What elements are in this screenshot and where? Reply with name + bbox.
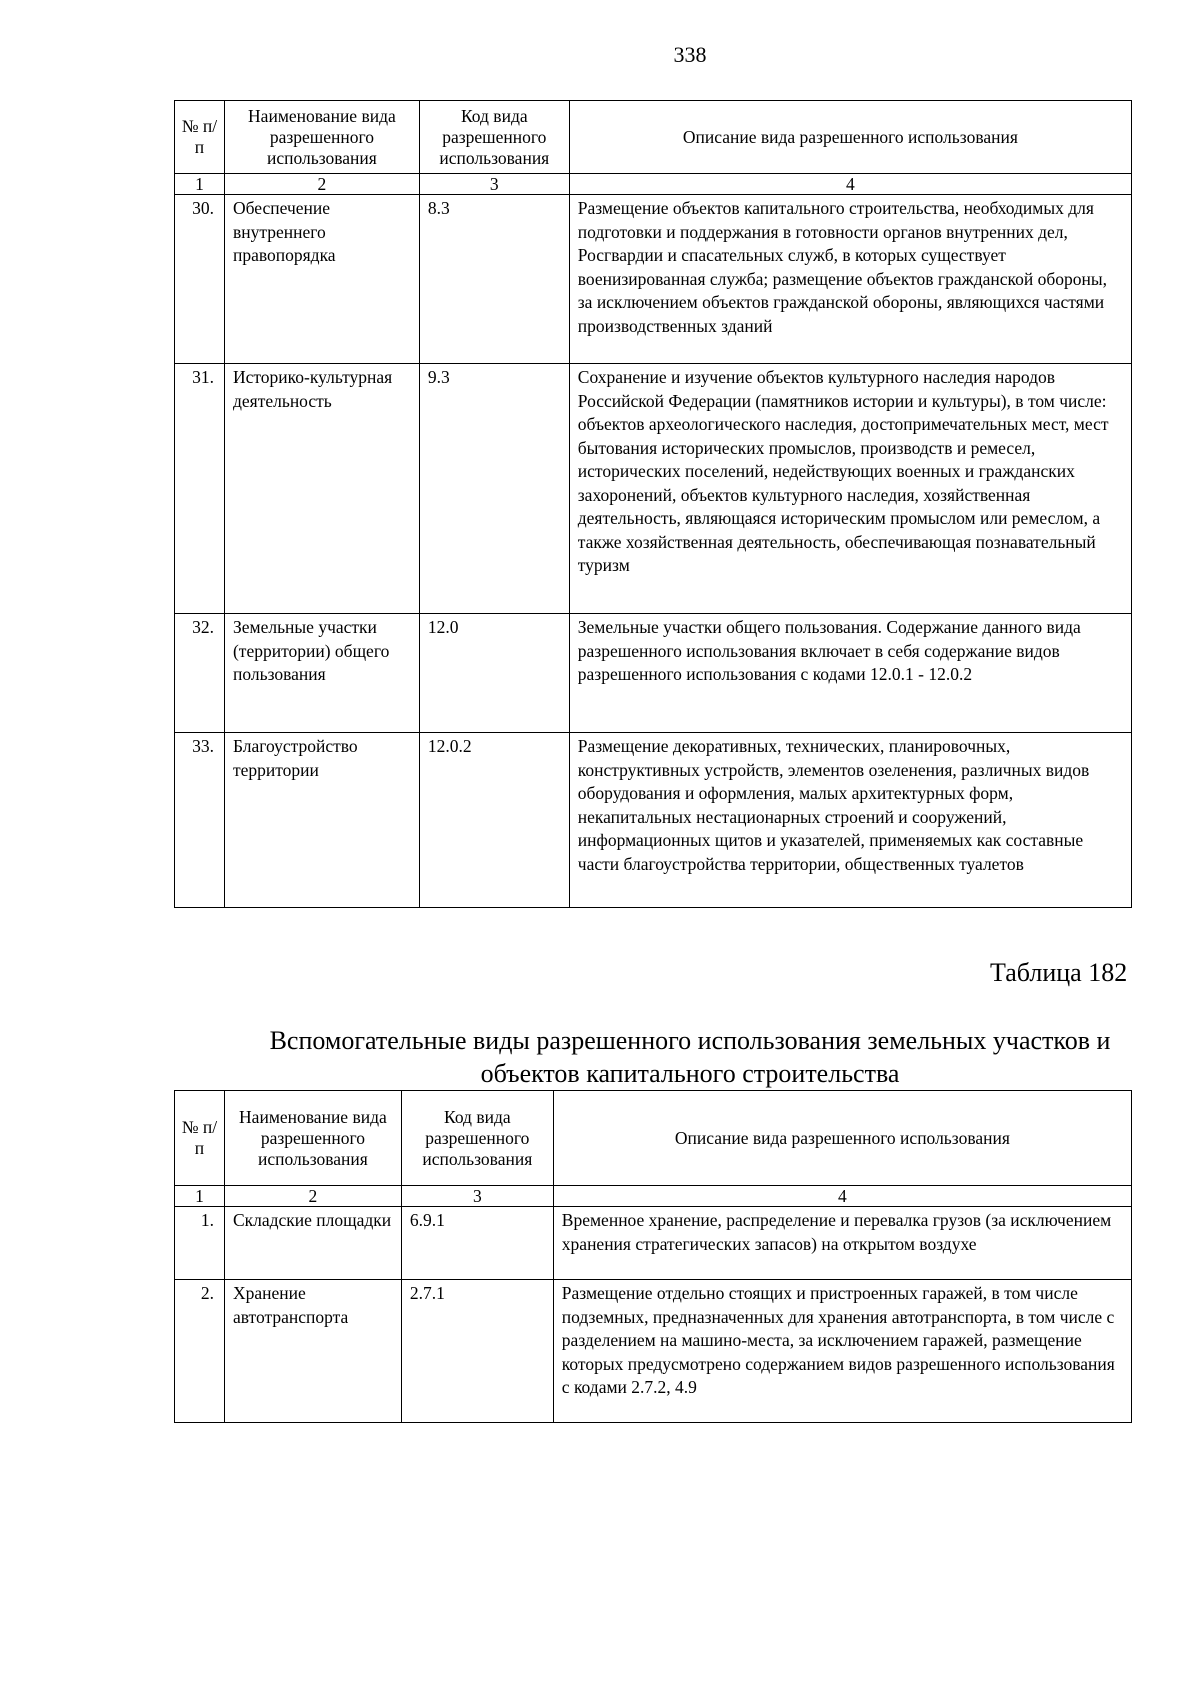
permitted-use-table xyxy=(174,100,1132,908)
column-number: 1 xyxy=(175,1186,225,1207)
table-row xyxy=(175,195,1132,364)
column-number: 4 xyxy=(569,174,1131,195)
row-name: Земельные участки (территории) общего пользования xyxy=(224,614,419,733)
row-number: 33. xyxy=(175,733,225,908)
row-name: Обеспечение внутреннего правопорядка xyxy=(224,195,419,364)
table-row xyxy=(175,364,1132,614)
column-number-row xyxy=(175,1186,1132,1207)
header-number: № п/п xyxy=(175,1091,225,1186)
header-code: Код вида разрешенного использования xyxy=(401,1091,553,1186)
row-description: Размещение декоративных, технических, планировочных, конструктивных устройств, элементов озеленения, различных видов оборудования и оформления, малых архитектурных форм, некапитальных нестационарных строений и сооружений, информационных щитов и указателей, применяемых как составные части благоустройства территории, общественных туалетов xyxy=(569,733,1131,908)
row-code: 12.0 xyxy=(419,614,569,733)
row-code: 2.7.1 xyxy=(401,1280,553,1423)
header-name: Наименование вида разрешенного использования xyxy=(224,101,419,174)
row-description: Сохранение и изучение объектов культурного наследия народов Российской Федерации (памятников истории и культуры), в том числе: объектов археологического наследия, достопримечательных мест, мест бытования исторических промыслов, производств и ремесел, исторических поселений, недействующих военных и гражданских захоронений, объектов культурного наследия, хозяйственная деятельность, являющаяся историческим промыслом или ремеслом, а также хозяйственная деятельность, обеспечивающая познавательный туризм xyxy=(569,364,1131,614)
header-name: Наименование вида разрешенного использования xyxy=(224,1091,401,1186)
column-number: 3 xyxy=(419,174,569,195)
row-number: 1. xyxy=(175,1207,225,1280)
page-number: 338 xyxy=(673,42,707,67)
column-number: 1 xyxy=(175,174,225,195)
table-row xyxy=(175,1280,1132,1423)
table-caption: Таблица 182 xyxy=(990,958,1128,987)
auxiliary-use-table xyxy=(174,1090,1132,1423)
column-number-row xyxy=(175,174,1132,195)
column-number: 4 xyxy=(553,1186,1131,1207)
table-title: Вспомогательные виды разрешенного использования земельных участков и объектов капитального строительства xyxy=(269,1026,1111,1088)
row-name: Хранение автотранспорта xyxy=(224,1280,401,1423)
row-number: 32. xyxy=(175,614,225,733)
header-description: Описание вида разрешенного использования xyxy=(553,1091,1131,1186)
row-description: Временное хранение, распределение и перевалка грузов (за исключением хранения стратегических запасов) на открытом воздухе xyxy=(553,1207,1131,1280)
row-description: Размещение отдельно стоящих и пристроенных гаражей, в том числе подземных, предназначенных для хранения автотранспорта, в том числе с разделением на машино-места, за исключением гаражей, размещение которых предусмотрено содержанием видов разрешенного использования с кодами 2.7.2, 4.9 xyxy=(553,1280,1131,1423)
header-code: Код вида разрешенного использования xyxy=(419,101,569,174)
row-code: 8.3 xyxy=(419,195,569,364)
row-name: Благоустройство территории xyxy=(224,733,419,908)
row-name: Историко-культурная деятельность xyxy=(224,364,419,614)
row-code: 9.3 xyxy=(419,364,569,614)
row-code: 6.9.1 xyxy=(401,1207,553,1280)
column-number: 3 xyxy=(401,1186,553,1207)
row-description: Размещение объектов капитального строительства, необходимых для подготовки и поддержания в готовности органов внутренних дел, Росгвардии и спасательных служб, в которых существует военизированная служба; размещение объектов гражданской обороны, за исключением объектов гражданской обороны, являющихся частями производственных зданий xyxy=(569,195,1131,364)
table-header-row xyxy=(175,101,1132,174)
row-number: 30. xyxy=(175,195,225,364)
header-description: Описание вида разрешенного использования xyxy=(569,101,1131,174)
table-row xyxy=(175,614,1132,733)
column-number: 2 xyxy=(224,1186,401,1207)
row-code: 12.0.2 xyxy=(419,733,569,908)
table-row xyxy=(175,733,1132,908)
row-description: Земельные участки общего пользования. Содержание данного вида разрешенного использования включает в себя содержание видов разрешенного использования с кодами 12.0.1 - 12.0.2 xyxy=(569,614,1131,733)
row-number: 2. xyxy=(175,1280,225,1423)
column-number: 2 xyxy=(224,174,419,195)
header-number: № п/п xyxy=(175,101,225,174)
row-name: Складские площадки xyxy=(224,1207,401,1280)
table-header-row xyxy=(175,1091,1132,1186)
table-row xyxy=(175,1207,1132,1280)
row-number: 31. xyxy=(175,364,225,614)
